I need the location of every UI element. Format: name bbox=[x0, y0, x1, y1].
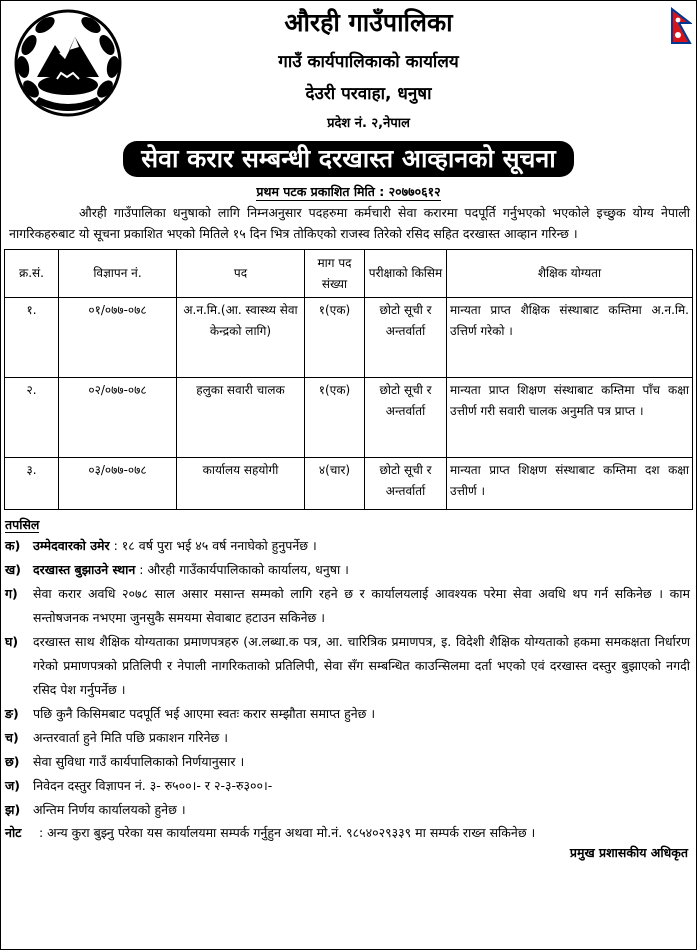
note-body: निवेदन दस्तुर विज्ञापन नं. ३- रु५००।- र २-३-रु३००।- bbox=[33, 778, 273, 793]
final-note-text: : अन्य कुरा बुझ्नु परेका यस कार्यालयमा सम्पर्क गर्नुहुन अथवा मो.नं. ९८५४०२९३३९ मा सम्पर्क राख्न सकिनेछ । bbox=[39, 825, 536, 840]
note-marker: च) bbox=[5, 730, 19, 745]
notice-title-banner: सेवा करार सम्बन्धी दरखास्त आव्हानको सूचना bbox=[123, 141, 574, 177]
note-body: दरखास्त साथ शैक्षिक योग्यताका प्रमाणपत्रहरु (अ.लब्धा.क पत्र, आ. चारित्रिक प्रमाणपत्र, इ. विदेशी शैक्षिक योग्यताको हकमा समकक्षता निर्धारण गरेको प्रमाणपत्रको प्रतिलिपी र नेपाली नागरिकताको प्रतिलिपी, सेवा सँग सम्बन्धित काउन्सिलमा दर्ता भएको एवं दरखास्त दस्तुर बुझाएको नगदी रसिद पेश गर्नुपर्नेछ । bbox=[33, 634, 690, 697]
details-heading bbox=[5, 516, 696, 534]
cell-exam-type: छोटो सूची र अन्तर्वार्ता bbox=[365, 298, 447, 378]
signature-title: प्रमुख प्रशासकीय अधिकृत bbox=[569, 845, 688, 860]
col-header-ad-no: विज्ञापन नं. bbox=[59, 250, 177, 298]
cell-ad-no: ०३/०७७-०७८ bbox=[59, 458, 177, 510]
table-row bbox=[5, 378, 693, 458]
col-header-post: पद bbox=[177, 250, 305, 298]
cell-count: ४(चार) bbox=[305, 458, 365, 510]
cell-ad-no: ०२/०७७-०७८ bbox=[59, 378, 177, 458]
note-marker: घ) bbox=[5, 634, 19, 649]
cell-sn: १. bbox=[5, 298, 59, 378]
notes-list bbox=[1, 534, 696, 822]
note-marker: ग) bbox=[5, 586, 18, 601]
cell-sn: २. bbox=[5, 378, 59, 458]
col-header-sn: क्र.सं. bbox=[5, 250, 59, 298]
cell-post: हलुका सवारी चालक bbox=[177, 378, 305, 458]
final-note bbox=[1, 822, 696, 844]
list-item bbox=[1, 750, 696, 774]
table-row bbox=[5, 458, 693, 510]
organization-name: औरही गाउँपालिका bbox=[284, 8, 453, 37]
office-name: गाउँ कार्यपालिकाको कार्यालय bbox=[278, 52, 459, 72]
cell-qualification: मान्यता प्राप्त शिक्षण संस्थाबाट कम्तिमा दश कक्षा उत्तीर्ण । bbox=[447, 458, 693, 510]
cell-qualification: मान्यता प्राप्त शिक्षण संस्थाबाट कम्तिमा पाँच कक्षा उत्तीर्ण गरी सवारी चालक अनुमति पत्र प्राप्त । bbox=[447, 378, 693, 458]
col-header-exam-type: परीक्षाको किसिम bbox=[365, 250, 447, 298]
note-marker: ज) bbox=[5, 778, 20, 793]
list-item bbox=[1, 558, 696, 582]
office-address: देउरी परवाहा, धनुषा bbox=[305, 84, 432, 104]
list-item bbox=[1, 534, 696, 558]
cell-exam-type: छोटो सूची र अन्तर्वार्ता bbox=[365, 378, 447, 458]
cell-post: अ.न.मि.(आ. स्वास्थ्य सेवा केन्द्रको लागि) bbox=[177, 298, 305, 378]
col-header-qualification: शैक्षिक योग्यता bbox=[447, 250, 693, 298]
final-note-marker: नोट bbox=[5, 825, 22, 840]
note-text bbox=[33, 534, 690, 558]
list-item bbox=[1, 774, 696, 798]
publish-date bbox=[1, 184, 696, 200]
note-text bbox=[33, 558, 690, 582]
table-header-row bbox=[5, 250, 693, 298]
note-marker: ख) bbox=[5, 562, 21, 577]
list-item bbox=[1, 630, 696, 702]
note-body: सेवा सुविधा गाउँ कार्यपालिकाको निर्णयानुसार । bbox=[33, 754, 245, 769]
cell-exam-type: छोटो सूची र अन्तर्वार्ता bbox=[365, 458, 447, 510]
note-body: सेवा करार अवधि २०७८ साल असार मसान्त सम्मको लागि रहने छ र कार्यालयलाई आवश्यक परेमा सेवा अवधि थप गर्न सकिनेछ । काम सन्तोषजनक नभएमा जुनसुकै समयमा सेवाबाट हटाउन सकिनेछ । bbox=[33, 586, 690, 625]
cell-qualification: मान्यता प्राप्त शैक्षिक संस्थाबाट कम्तिमा अ.न.मि. उत्तिर्ण गरेको । bbox=[447, 298, 693, 378]
note-body: पछि कुनै किसिमबाट पदपूर्ति भई आएमा स्वतः करार सम्झौता समाप्त हुनेछ । bbox=[33, 706, 376, 721]
list-item bbox=[1, 582, 696, 630]
note-marker: छ) bbox=[5, 754, 20, 769]
cell-post: कार्यालय सहयोगी bbox=[177, 458, 305, 510]
table-row bbox=[5, 298, 693, 378]
note-label: उम्मेदवारको उमेर bbox=[33, 538, 110, 553]
note-body: : औरही गाउँकार्यपालिकाको कार्यालय, धनुषा । bbox=[135, 562, 349, 577]
note-label: दरखास्त बुझाउने स्थान bbox=[33, 562, 136, 577]
note-body: : १८ वर्ष पुरा भई ४५ वर्ष ननाघेको हुनुपर्नेछ । bbox=[109, 538, 317, 553]
note-marker: क) bbox=[5, 538, 21, 553]
list-item bbox=[1, 726, 696, 750]
publish-date-text: प्रथम पटक प्रकाशित मिति : २०७७०६१२ bbox=[256, 184, 441, 199]
cell-count: १(एक) bbox=[305, 378, 365, 458]
note-body: अन्तरवार्ता हुने मिति पछि प्रकाशन गरिनेछ । bbox=[33, 730, 228, 745]
col-header-count: माग पद संख्या bbox=[305, 250, 365, 298]
note-marker: ङ) bbox=[5, 706, 19, 721]
list-item bbox=[1, 702, 696, 726]
title-banner-wrap bbox=[1, 141, 696, 177]
note-marker: झ) bbox=[5, 802, 21, 817]
details-heading-text: तपसिल bbox=[5, 517, 40, 532]
intro-paragraph: औरही गाउँपालिका धनुषाको लागि निम्नअनुसार पदहरुमा कर्मचारी सेवा करारमा पदपूर्ति गर्नुभएको भएकोले इच्छुक योग्य नेपाली नागरिकहरुबाट यो सूचना प्रकाशित भएको मितिले १५ दिन भित्र तोकिएको राजस्व तिरेको रसिद सहित दरखास्त आव्हान गरिन्छ । bbox=[9, 205, 690, 241]
note-body: अन्तिम निर्णय कार्यालयको हुनेछ । bbox=[33, 802, 186, 817]
list-item bbox=[1, 798, 696, 822]
cell-count: १(एक) bbox=[305, 298, 365, 378]
province-line: प्रदेश नं. २,नेपाल bbox=[327, 116, 410, 131]
cell-sn: ३. bbox=[5, 458, 59, 510]
vacancy-table bbox=[4, 249, 693, 510]
cell-ad-no: ०१/०७७-०७८ bbox=[59, 298, 177, 378]
letterhead bbox=[1, 1, 696, 141]
